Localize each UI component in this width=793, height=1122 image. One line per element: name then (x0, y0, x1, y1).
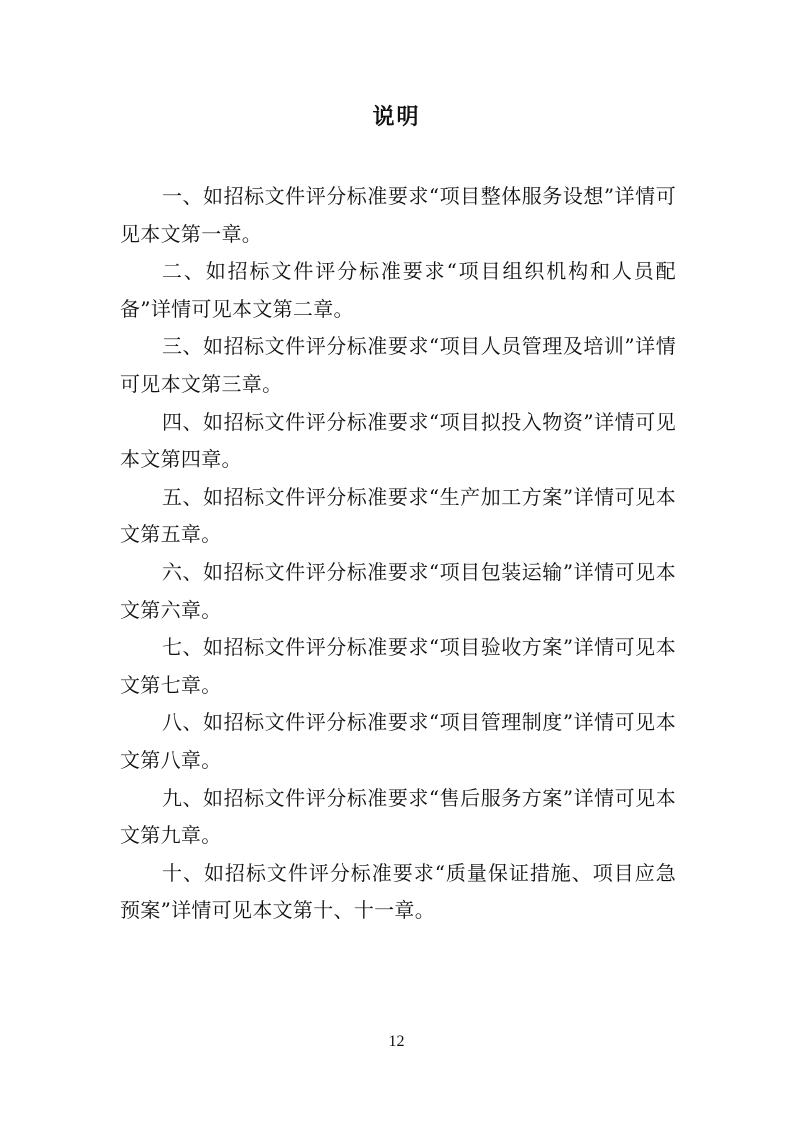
paragraph-5: 五、如招标文件评分标准要求“生产加工方案”详情可见本文第五章。 (120, 484, 676, 547)
paragraph-2: 二、如招标文件评分标准要求“项目组织机构和人员配备”详情可见本文第二章。 (120, 259, 676, 321)
page-title: 说明 (372, 105, 421, 130)
document-body (120, 178, 676, 930)
paragraph-3: 三、如招标文件评分标准要求“项目人员管理及培训”详情可见本文第三章。 (120, 334, 676, 396)
page-number: 12 (388, 1033, 405, 1050)
paragraph-1: 一、如招标文件评分标准要求“项目整体服务设想”详情可见本文第一章。 (120, 184, 676, 246)
paragraph-4: 四、如招标文件评分标准要求“项目拟投入物资”详情可见本文第四章。 (120, 409, 676, 472)
paragraph-10: 十、如招标文件评分标准要求“质量保证措施、项目应急预案”详情可见本文第十、十一章。 (120, 860, 676, 923)
paragraph-9: 九、如招标文件评分标准要求“售后服务方案”详情可见本文第九章。 (120, 785, 676, 848)
paragraph-6: 六、如招标文件评分标准要求“项目包装运输”详情可见本文第六章。 (120, 559, 676, 622)
paragraph-8: 八、如招标文件评分标准要求“项目管理制度”详情可见本文第八章。 (120, 710, 676, 772)
paragraph-7: 七、如招标文件评分标准要求“项目验收方案”详情可见本文第七章。 (120, 635, 676, 697)
